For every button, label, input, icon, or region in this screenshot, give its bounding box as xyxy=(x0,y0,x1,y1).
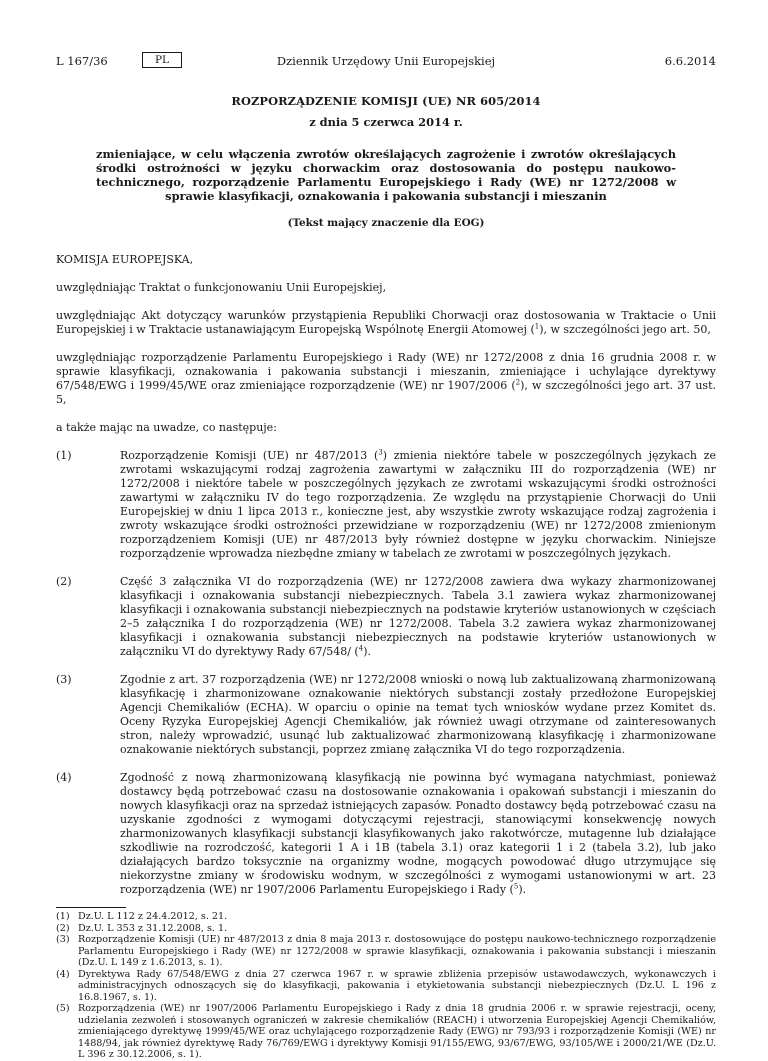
recital-text: Część 3 załącznika VI do rozporządzenia (WE) nr 1272/2008 zawiera dwa wykazy zharmonizowanej klasyfikacji i oznakowania substancji niebezpiecznych. Tabela 3.1 zawiera wykaz zharmonizowanej klasyfikacji i oznakowania substancji niebezpiecznych na podstawie kryteriów ustanowionych w częściach 2–5 załącznika I do rozporządzenia (WE) nr 1272/2008. Tabela 3.2 zawiera wykaz zharmonizowanej klasyfikacji i oznakowania substancji niebezpiecznych na podstawie kryteriów ustanowionych w załączniku VI do dyrektywy Rady 67/548/ ($^4$). xyxy=(120,575,716,658)
eea-relevance: (Tekst mający znaczenie dla EOG) xyxy=(287,217,485,229)
title-block xyxy=(56,94,716,229)
recital-number: (4) xyxy=(56,771,72,784)
citation-3: uwzględniając rozporządzenie Parlamentu Europejskiego i Rady (WE) nr 1272/2008 z dnia 16 grudnia 2008 r. w sprawie klasyfikacji, oznakowania i pakowania substancji i mieszanin, zmieniające i uchylające dyrektywy 67/548/EWG i 1999/45/WE oraz zmieniające rozporządzenie (WE) nr 1907/2006 ($^2$), w szczególności jego art. 37 ust. 5, xyxy=(56,351,716,406)
citation-1: uwzględniając Traktat o funkcjonowaniu Unii Europejskiej, xyxy=(56,281,387,294)
footnote-number: (2) xyxy=(56,922,70,934)
page-reference: L 167/36 xyxy=(56,54,108,68)
footnote xyxy=(56,1003,716,1061)
issuer: KOMISJA EUROPEJSKA, xyxy=(56,253,194,266)
footnote-number: (4) xyxy=(56,968,70,980)
footnote-ref: 1 xyxy=(534,322,540,331)
citation-2: uwzględniając Akt dotyczący warunków przystąpienia Republiki Chorwacji oraz dostosowania w Traktacie o Unii Europejskiej i w Traktacie ustanawiającym Europejską Wspólnotę Energii Atomowej ($^1$), w szczególności jego art. 50, xyxy=(56,309,716,336)
recital-2 xyxy=(56,575,716,659)
footnote xyxy=(56,911,716,923)
recital-text: Rozporządzenie Komisji (UE) nr 487/2013 ($^3$) zmienia niektóre tabele w poszczególnych językach ze zwrotami wskazującymi rodzaj zagrożenia zawartymi w załączniku III do rozporządzenia (WE) nr 1272/2008 i niektóre tabele w poszczególnych językach ze zwrotami wskazującymi środki ostrożności zawartymi w załączniku IV do tego rozporządzenia. Ze względu na przystąpienie Chorwacji do Unii Europejskiej w dniu 1 lipca 2013 r., konieczne jest, aby wszystkie zwroty wskazujące rodzaj zagrożenia i zwroty wskazujące środki ostrożności przewidziane w rozporządzeniu (WE) nr 1272/2008 zmienionym rozporządzeniem Komisji (UE) nr 487/2013 były również dostępne w języku chorwackim. Niniejsze rozporządzenie wprowadza niezbędne zmiany w tabelach ze zwrotami w poszczególnych językach. xyxy=(120,448,716,560)
recital-number: (3) xyxy=(56,673,72,686)
footnote-text: Dyrektywa Rady 67/548/EWG z dnia 27 czerwca 1967 r. w sprawie zbliżenia przepisów ustawodawczych, wykonawczych i administracyjnych odnoszących się do klasyfikacji, pakowania i etykietowania substancji niebezpiecznych (Dz.U. L 196 z 16.8.1967, s. 1). xyxy=(78,968,716,1003)
document-page xyxy=(56,50,716,1061)
footnotes xyxy=(56,911,716,1061)
footnote xyxy=(56,923,716,935)
citation-4: a także mając na uwadze, co następuje: xyxy=(56,421,277,434)
journal-title: Dziennik Urzędowy Unii Europejskiej xyxy=(276,54,496,68)
recital-text: Zgodnie z art. 37 rozporządzenia (WE) nr 1272/2008 wnioski o nową lub zaktualizowaną zharmonizowaną klasyfikację i zharmonizowane oznakowanie niektórych substancji zostały przedłożone Europejskiej Agencji Chemikaliów (ECHA). W oparciu o opinie na temat tych wniosków wydane przez Komitet ds. Oceny Ryzyka Europejskiej Agencji Chemikaliów, jak również uwagi otrzymane od zainteresowanych stron, należy wprowadzić, usunąć lub zaktualizować zharmonizowaną klasyfikację i zharmonizowane oznakowanie niektórych substancji, poprzez zmianę załącznika VI do tego rozporządzenia. xyxy=(120,673,716,756)
footnote-number: (5) xyxy=(56,1003,70,1014)
footnote-ref: 2 xyxy=(515,378,521,387)
footnote-ref: 3 xyxy=(378,448,383,457)
footnote-number: (3) xyxy=(56,934,70,945)
page-header xyxy=(56,50,716,72)
recital-1 xyxy=(56,449,716,561)
footnote-text: Rozporządzenia (WE) nr 1907/2006 Parlamentu Europejskiego i Rady z dnia 18 grudnia 2006 r. w sprawie rejestracji, oceny, udzielania zezwoleń i stosowanych ograniczeń w zakresie chemikaliów (REACH) i utworzenia Europejskiej Agencji Chemikaliów, zmieniającego dyrektywę 1999/45/WE oraz uchylającego rozporządzenie Rady (EWG) nr 793/93 i rozporządzenie Komisji (WE) nr 1488/94, jak również dyrektywę Rady 76/769/EWG i dyrektywy Komisji 91/155/EWG, 93/67/EWG, 93/105/WE i 2000/21/WE (Dz.U. L 396 z 30.12.2006, s. 1). xyxy=(78,1003,716,1060)
regulation-title: ROZPORZĄDZENIE KOMISJI (UE) NR 605/2014 xyxy=(231,94,541,108)
regulation-subject: zmieniające, w celu włączenia zwrotów określających zagrożenie i zwrotów określających środki ostrożności w języku chorwackim oraz dostosowania do postępu naukowo-technicznego, rozporządzenie Parlamentu Europejskiego i Rady (WE) nr 1272/2008 w sprawie klasyfikacji, oznakowania i pakowania substancji i mieszanin xyxy=(96,147,676,203)
recital-number: (1) xyxy=(56,449,72,462)
footnote-text: Rozporządzenie Komisji (UE) nr 487/2013 z dnia 8 maja 2013 r. dostosowujące do postępu naukowo-technicznego rozporządzenie Parlamentu Europejskiego i Rady (WE) nr 1272/2008 w sprawie klasyfikacji, oznakowania i pakowania substancji i mieszanin (Dz.U. L 149 z 1.6.2013, s. 1). xyxy=(78,934,716,968)
recital-3 xyxy=(56,673,716,757)
regulation-date: z dnia 5 czerwca 2014 r. xyxy=(309,115,463,129)
footnote-text: Dz.U. L 353 z 31.12.2008, s. 1. xyxy=(78,922,228,934)
footnote-ref: 5 xyxy=(513,882,519,891)
footnote-text: Dz.U. L 112 z 24.4.2012, s. 21. xyxy=(78,911,228,922)
footnote xyxy=(56,934,716,969)
footnote-ref: 4 xyxy=(358,644,364,653)
footnote-divider xyxy=(56,907,126,908)
publication-date: 6.6.2014 xyxy=(664,54,716,68)
language-badge: PL xyxy=(142,52,182,68)
recital-text: Zgodność z nową zharmonizowaną klasyfikacją nie powinna być wymagana natychmiast, ponieważ dostawcy będą potrzebować czasu na dostosowanie oznakowania i opakowań substancji i mieszanin do nowych klasyfikacji oraz na sprzedaż istniejących zapasów. Ponadto dostawcy będą potrzebować czasu na uzyskanie zgodności z wymogami dotyczącymi rejestracji, stanowiącymi konsekwencję nowych zharmonizowanych klasyfikacji substancji klasyfikowanych jako rakotwórcze, mutagenne lub działające szkodliwie na rozrodczość, kategorii 1 A i 1B (tabela 3.1) oraz kategorii 1 i 2 (tabela 3.2), lub jako działających bardzo toksycznie na organizmy wodne, mogących powodować długo utrzymujące się niekorzystne zmiany w środowisku wodnym, w szczególności z wymogami ustanowionymi w art. 23 rozporządzenia (WE) nr 1907/2006 Parlamentu Europejskiego i Rady ($^5$). xyxy=(120,771,716,896)
recital-number: (2) xyxy=(56,575,72,588)
footnote xyxy=(56,969,716,1004)
footnote-number: (1) xyxy=(56,911,70,922)
recital-4 xyxy=(56,771,716,897)
